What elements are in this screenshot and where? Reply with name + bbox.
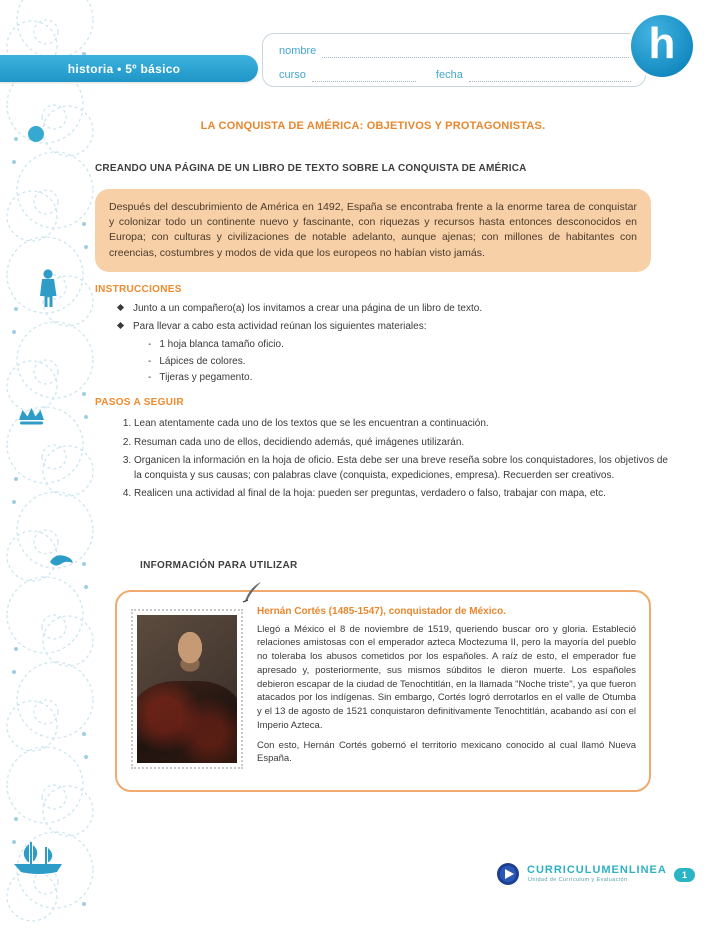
cortes-paragraph: Llegó a México el 8 de noviembre de 1519, queriendo buscar oro y gloria. Estableció relaciones amistosas con el emperador azteca Moctezuma II, pero la mayoría del pueblo no toleraba los abusos cometidos por los españoles. A raíz de esto, el emperador fue apresado y, posteriormente, sus mismos súbditos le dieron muerte. Los españoles debieron escapar de la ciudad de Tenochtitlán, en la llamada "Noche triste", ya que fueron atacados por los indígenas. Sin embargo, Cortés logró derrotarlos en el valle de Otumba y el 13 de agosto de 1521 conquistaron definitivamente Tenochtitlán, acabando así con el Imperio Azteca.	[257, 623, 636, 731]
step-item: 3. Organicen la información en la hoja de oficio. Esta debe ser una breve reseña sobre los conquistadores, los objetivos de la conquista y sus causas; con palabras clave (conquista, expediciones, empresa). Recuerden ser creativos.	[134, 454, 668, 483]
student-form	[262, 33, 646, 87]
dot-ornament-icon	[28, 126, 44, 142]
nombre-label: nombre	[279, 45, 317, 57]
left-ornament-column	[0, 0, 110, 933]
fecha-blank-line	[469, 69, 631, 82]
curso-fecha-row	[279, 64, 631, 82]
instruction-item	[118, 301, 638, 316]
wave-ornament-icon	[50, 555, 73, 565]
page-number: 1	[681, 870, 687, 880]
cortes-title: Hernán Cortés (1485-1547), conquistador de México.	[257, 606, 506, 617]
page-number-badge	[674, 868, 695, 882]
materials-list	[148, 337, 638, 387]
step-item: 2. Resuman cada uno de ellos, decidiendo además, qué imágenes utilizarán.	[134, 436, 668, 451]
material-item: - 1 hoja blanca tamaño oficio.	[148, 337, 638, 354]
instruction-text: Para llevar a cabo esta actividad reúnan los siguientes materiales:	[133, 321, 427, 332]
diamond-bullet-icon	[117, 304, 124, 311]
page-title: LA CONQUISTA DE AMÉRICA: OBJETIVOS Y PROTAGONISTAS.	[200, 120, 546, 132]
material-item: - Lápices de colores.	[148, 354, 638, 371]
curriculum-logo-icon	[496, 862, 520, 886]
instructions-list	[118, 301, 638, 387]
info-section-heading: INFORMACIÓN PARA UTILIZAR	[140, 560, 298, 571]
cortes-text-block	[257, 605, 636, 772]
page-footer	[0, 856, 720, 896]
nombre-row	[279, 40, 631, 58]
instruction-item	[118, 319, 638, 334]
portrait-torso	[137, 681, 237, 763]
diamond-bullet-icon	[117, 322, 124, 329]
curriculum-logo-text: CURRICULUMENLINEA	[527, 864, 667, 876]
fecha-label: fecha	[435, 69, 463, 81]
course-banner-label: historia • 5º básico	[67, 61, 181, 76]
step-item: 4. Realicen una actividad al final de la hoja: pueden ser preguntas, verdadero o falso, trabajar con mapa, etc.	[134, 487, 668, 502]
intro-text-box	[95, 189, 651, 272]
nombre-blank-line	[322, 45, 631, 58]
subject-badge	[631, 15, 693, 77]
cortes-portrait-stamp	[131, 609, 243, 769]
curso-blank-line	[312, 69, 416, 82]
course-banner	[0, 55, 258, 82]
cortes-portrait-image	[137, 615, 237, 763]
curso-label: curso	[279, 69, 306, 81]
cortes-paragraph: Con esto, Hernán Cortés gobernó el territorio mexicano conocido al cual llamó Nueva España.	[257, 739, 636, 765]
subject-badge-letter: h	[648, 19, 676, 68]
instruction-text: Junto a un compañero(a) los invitamos a crear una página de un libro de texto.	[133, 303, 483, 314]
curriculum-logo-subtitle: Unidad de Currículum y Evaluación	[528, 877, 628, 883]
step-item: 1. Lean atentamente cada uno de los textos que se les encuentran a continuación.	[134, 417, 668, 432]
steps-heading: PASOS A SEGUIR	[95, 397, 184, 408]
intro-text: Después del descubrimiento de América en 1492, España se encontraba frente a la enorme tarea de conquistar y colonizar todo un continente nuevo y fascinante, con riquezas y recursos hasta entonces desconocidos en Europa; con culturas y civilizaciones de notable adelanto, aunque ajenas; con millones de habitantes con creencias, costumbres y modos de vida que los europeos no habían visto jamás.	[109, 201, 637, 259]
crown-icon	[19, 408, 44, 425]
activity-heading: CREANDO UNA PÁGINA DE UN LIBRO DE TEXTO SOBRE LA CONQUISTA DE AMÉRICA	[95, 163, 527, 174]
instructions-heading: INSTRUCCIONES	[95, 284, 182, 295]
quill-icon	[239, 580, 263, 604]
material-item: - Tijeras y pegamento.	[148, 370, 638, 387]
steps-list	[118, 417, 668, 506]
hernan-cortes-card	[115, 590, 651, 792]
